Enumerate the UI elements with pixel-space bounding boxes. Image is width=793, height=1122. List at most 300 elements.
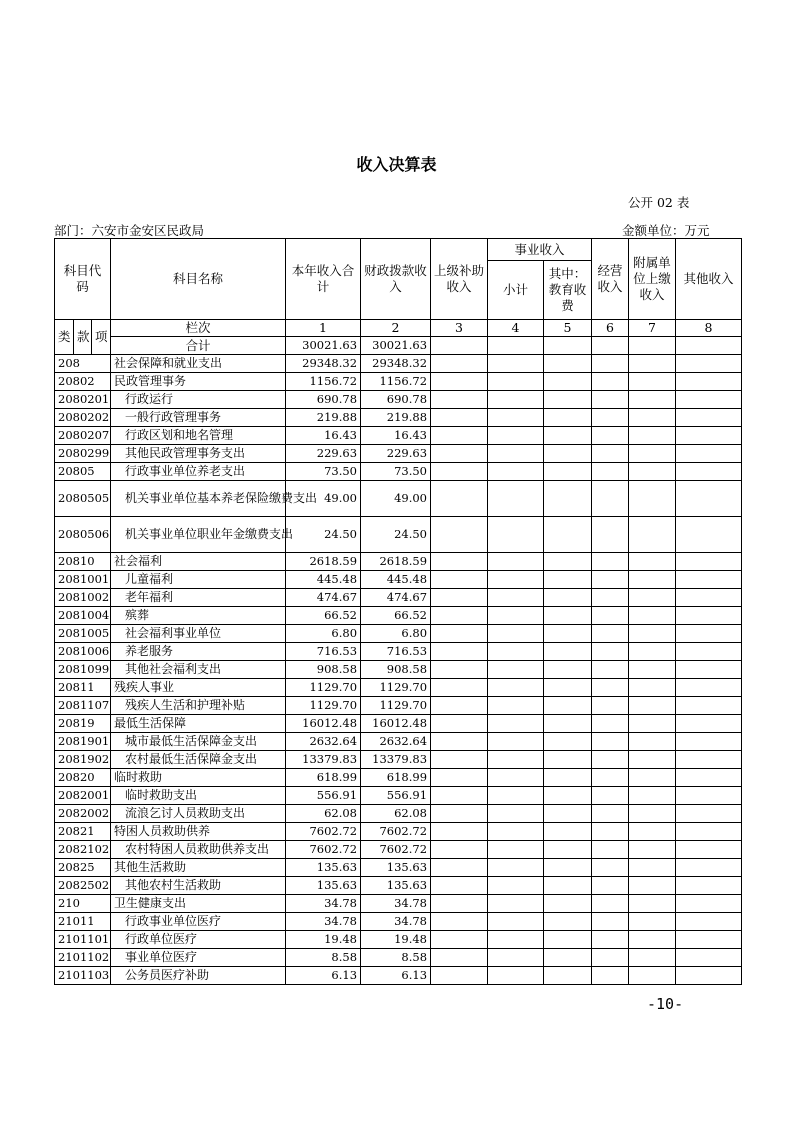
empty-cell [431, 859, 488, 877]
empty-cell [676, 949, 742, 967]
row-code: 2081099 [55, 661, 111, 679]
row-fiscal: 34.78 [361, 913, 431, 931]
table-row [55, 859, 742, 877]
empty-cell [544, 967, 592, 985]
empty-cell [431, 967, 488, 985]
row-total: 135.63 [286, 877, 361, 895]
empty-cell [431, 877, 488, 895]
row-name: 行政单位医疗 [111, 931, 286, 949]
col-number: 3 [431, 320, 488, 337]
table-row [55, 445, 742, 463]
row-code: 2082102 [55, 841, 111, 859]
empty-cell [431, 373, 488, 391]
empty-cell [592, 679, 629, 697]
row-fiscal: 219.88 [361, 409, 431, 427]
row-code: 2080506 [55, 517, 111, 553]
empty-cell [431, 571, 488, 589]
row-name: 其他社会福利支出 [111, 661, 286, 679]
empty-cell [629, 373, 676, 391]
table-row [55, 733, 742, 751]
row-fiscal: 690.78 [361, 391, 431, 409]
empty-cell [544, 859, 592, 877]
empty-cell [676, 787, 742, 805]
empty-cell [676, 841, 742, 859]
row-total: 49.00 [286, 481, 361, 517]
row-code: 208 [55, 355, 111, 373]
empty-cell [592, 373, 629, 391]
row-code: 2080505 [55, 481, 111, 517]
empty-cell [544, 391, 592, 409]
empty-cell [488, 949, 544, 967]
total-amount: 30021.63 [286, 337, 361, 355]
table-row [55, 517, 742, 553]
total-row [55, 337, 742, 355]
empty-cell [431, 841, 488, 859]
revenue-table [54, 238, 742, 985]
empty-cell [676, 769, 742, 787]
row-fiscal: 16012.48 [361, 715, 431, 733]
empty-cell [629, 787, 676, 805]
empty-cell [676, 751, 742, 769]
empty-cell [544, 679, 592, 697]
empty-cell [629, 481, 676, 517]
empty-cell [431, 409, 488, 427]
table-row [55, 409, 742, 427]
empty-cell [431, 445, 488, 463]
table-row [55, 625, 742, 643]
empty-cell [592, 607, 629, 625]
row-fiscal: 2632.64 [361, 733, 431, 751]
form-number: 公开 02 表 [628, 195, 690, 210]
empty-cell [431, 949, 488, 967]
row-code: 2081005 [55, 625, 111, 643]
col-number: 7 [629, 320, 676, 337]
row-total: 66.52 [286, 607, 361, 625]
empty-cell [544, 427, 592, 445]
row-code: 210 [55, 895, 111, 913]
empty-cell [488, 715, 544, 733]
empty-cell [544, 355, 592, 373]
empty-cell [544, 445, 592, 463]
empty-cell [592, 625, 629, 643]
header-operating: 经营收入 [592, 239, 629, 320]
empty-cell [431, 391, 488, 409]
row-fiscal: 908.58 [361, 661, 431, 679]
row-name: 社会保障和就业支出 [111, 355, 286, 373]
row-fiscal: 19.48 [361, 931, 431, 949]
row-code: 20805 [55, 463, 111, 481]
empty-cell [592, 553, 629, 571]
row-fiscal: 556.91 [361, 787, 431, 805]
row-fiscal: 1129.70 [361, 679, 431, 697]
empty-cell [629, 463, 676, 481]
empty-cell [488, 733, 544, 751]
row-code: 20821 [55, 823, 111, 841]
row-name: 一般行政管理事务 [111, 409, 286, 427]
page-number: -10- [647, 995, 684, 1013]
row-total: 135.63 [286, 859, 361, 877]
empty-cell [592, 895, 629, 913]
empty-cell [488, 337, 544, 355]
empty-cell [544, 661, 592, 679]
col-number: 1 [286, 320, 361, 337]
empty-cell [488, 643, 544, 661]
empty-cell [629, 643, 676, 661]
row-fiscal: 24.50 [361, 517, 431, 553]
empty-cell [592, 589, 629, 607]
row-total: 8.58 [286, 949, 361, 967]
table-row [55, 967, 742, 985]
empty-cell [544, 607, 592, 625]
empty-cell [544, 805, 592, 823]
empty-cell [488, 823, 544, 841]
empty-cell [544, 373, 592, 391]
table-row [55, 787, 742, 805]
empty-cell [629, 751, 676, 769]
row-total: 34.78 [286, 895, 361, 913]
total-label: 合计 [111, 337, 286, 355]
col-number: 4 [488, 320, 544, 337]
table-row [55, 823, 742, 841]
header-education: 其中：教育收费 [544, 261, 592, 320]
empty-cell [544, 823, 592, 841]
row-name: 机关事业单位基本养老保险缴费支出 [111, 481, 286, 517]
empty-cell [488, 805, 544, 823]
empty-cell [676, 643, 742, 661]
row-fiscal: 7602.72 [361, 823, 431, 841]
row-total: 1129.70 [286, 679, 361, 697]
empty-cell [629, 733, 676, 751]
empty-cell [629, 337, 676, 355]
empty-cell [629, 517, 676, 553]
empty-cell [676, 697, 742, 715]
empty-cell [592, 913, 629, 931]
empty-cell [629, 823, 676, 841]
row-name: 机关事业单位职业年金缴费支出 [111, 517, 286, 553]
header-affiliated: 附属单位上缴收入 [629, 239, 676, 320]
empty-cell [431, 355, 488, 373]
empty-cell [544, 715, 592, 733]
row-code: 20811 [55, 679, 111, 697]
empty-cell [544, 949, 592, 967]
empty-cell [629, 913, 676, 931]
empty-cell [544, 697, 592, 715]
empty-cell [629, 949, 676, 967]
empty-cell [431, 337, 488, 355]
row-total: 1129.70 [286, 697, 361, 715]
empty-cell [488, 931, 544, 949]
empty-cell [431, 769, 488, 787]
table-row [55, 805, 742, 823]
row-fiscal: 29348.32 [361, 355, 431, 373]
header-subtotal: 小计 [488, 261, 544, 320]
row-code: 20819 [55, 715, 111, 733]
row-fiscal: 135.63 [361, 877, 431, 895]
header-kuan: 款 [74, 320, 92, 355]
empty-cell [431, 625, 488, 643]
empty-cell [592, 391, 629, 409]
empty-cell [544, 337, 592, 355]
row-total: 13379.83 [286, 751, 361, 769]
empty-cell [629, 661, 676, 679]
row-name: 其他民政管理事务支出 [111, 445, 286, 463]
row-fiscal: 34.78 [361, 895, 431, 913]
empty-cell [676, 409, 742, 427]
row-name: 社会福利事业单位 [111, 625, 286, 643]
empty-cell [431, 715, 488, 733]
empty-cell [629, 409, 676, 427]
empty-cell [431, 913, 488, 931]
row-fiscal: 6.80 [361, 625, 431, 643]
empty-cell [544, 841, 592, 859]
empty-cell [592, 463, 629, 481]
empty-cell [592, 445, 629, 463]
table-body [55, 355, 742, 985]
empty-cell [431, 787, 488, 805]
row-total: 690.78 [286, 391, 361, 409]
table-row [55, 751, 742, 769]
empty-cell [676, 553, 742, 571]
row-name: 事业单位医疗 [111, 949, 286, 967]
empty-cell [592, 805, 629, 823]
empty-cell [676, 481, 742, 517]
empty-cell [431, 517, 488, 553]
empty-cell [629, 769, 676, 787]
empty-cell [544, 517, 592, 553]
empty-cell [592, 661, 629, 679]
table-row [55, 679, 742, 697]
col-number: 6 [592, 320, 629, 337]
table-row [55, 715, 742, 733]
row-code: 20820 [55, 769, 111, 787]
amount-unit-label: 金额单位：万元 [622, 223, 710, 238]
empty-cell [676, 373, 742, 391]
empty-cell [488, 553, 544, 571]
row-name: 殡葬 [111, 607, 286, 625]
row-total: 16.43 [286, 427, 361, 445]
empty-cell [676, 733, 742, 751]
empty-cell [629, 589, 676, 607]
empty-cell [592, 967, 629, 985]
row-total: 24.50 [286, 517, 361, 553]
empty-cell [629, 715, 676, 733]
header-business: 事业收入 [488, 239, 592, 261]
header-row-top [55, 239, 742, 261]
col-number: 8 [676, 320, 742, 337]
empty-cell [592, 337, 629, 355]
row-name: 农村最低生活保障金支出 [111, 751, 286, 769]
empty-cell [592, 769, 629, 787]
row-fiscal: 1156.72 [361, 373, 431, 391]
empty-cell [629, 607, 676, 625]
row-code: 2082002 [55, 805, 111, 823]
row-name: 城市最低生活保障金支出 [111, 733, 286, 751]
empty-cell [431, 679, 488, 697]
row-total: 7602.72 [286, 841, 361, 859]
col-number: 5 [544, 320, 592, 337]
row-name: 其他农村生活救助 [111, 877, 286, 895]
row-fiscal: 135.63 [361, 859, 431, 877]
table-row [55, 607, 742, 625]
header-code: 科目代码 [55, 239, 111, 320]
empty-cell [629, 571, 676, 589]
empty-cell [676, 355, 742, 373]
empty-cell [592, 877, 629, 895]
row-total: 62.08 [286, 805, 361, 823]
empty-cell [592, 787, 629, 805]
row-code: 2081107 [55, 697, 111, 715]
empty-cell [676, 427, 742, 445]
row-code: 2082502 [55, 877, 111, 895]
table-row [55, 571, 742, 589]
empty-cell [629, 805, 676, 823]
empty-cell [676, 463, 742, 481]
empty-cell [676, 679, 742, 697]
empty-cell [676, 967, 742, 985]
empty-cell [431, 895, 488, 913]
empty-cell [544, 931, 592, 949]
row-total: 73.50 [286, 463, 361, 481]
empty-cell [592, 751, 629, 769]
row-total: 34.78 [286, 913, 361, 931]
empty-cell [629, 391, 676, 409]
row-code: 2080207 [55, 427, 111, 445]
empty-cell [629, 841, 676, 859]
empty-cell [592, 481, 629, 517]
row-total: 716.53 [286, 643, 361, 661]
empty-cell [544, 895, 592, 913]
empty-cell [629, 895, 676, 913]
row-fiscal: 618.99 [361, 769, 431, 787]
empty-cell [676, 877, 742, 895]
empty-cell [431, 805, 488, 823]
empty-cell [488, 589, 544, 607]
empty-cell [488, 625, 544, 643]
table-row [55, 841, 742, 859]
row-total: 19.48 [286, 931, 361, 949]
row-name: 流浪乞讨人员救助支出 [111, 805, 286, 823]
empty-cell [431, 643, 488, 661]
empty-cell [544, 409, 592, 427]
row-total: 474.67 [286, 589, 361, 607]
row-code: 20825 [55, 859, 111, 877]
table-row [55, 355, 742, 373]
row-fiscal: 2618.59 [361, 553, 431, 571]
empty-cell [592, 427, 629, 445]
empty-cell [488, 859, 544, 877]
row-name: 儿童福利 [111, 571, 286, 589]
empty-cell [431, 553, 488, 571]
empty-cell [592, 841, 629, 859]
empty-cell [592, 715, 629, 733]
row-total: 16012.48 [286, 715, 361, 733]
table-row [55, 373, 742, 391]
row-code: 21011 [55, 913, 111, 931]
empty-cell [544, 913, 592, 931]
row-total: 6.13 [286, 967, 361, 985]
empty-cell [488, 463, 544, 481]
empty-cell [488, 373, 544, 391]
row-name: 特困人员救助供养 [111, 823, 286, 841]
empty-cell [488, 481, 544, 517]
row-code: 2081902 [55, 751, 111, 769]
table-row [55, 589, 742, 607]
row-code: 2101101 [55, 931, 111, 949]
empty-cell [544, 787, 592, 805]
empty-cell [592, 571, 629, 589]
empty-cell [592, 517, 629, 553]
empty-cell [629, 877, 676, 895]
empty-cell [488, 913, 544, 931]
row-total: 7602.72 [286, 823, 361, 841]
empty-cell [488, 679, 544, 697]
row-total: 908.58 [286, 661, 361, 679]
row-total: 229.63 [286, 445, 361, 463]
row-total: 219.88 [286, 409, 361, 427]
empty-cell [431, 823, 488, 841]
empty-cell [544, 481, 592, 517]
empty-cell [488, 967, 544, 985]
empty-cell [544, 571, 592, 589]
header-lanci: 栏次 [111, 320, 286, 337]
table-row [55, 769, 742, 787]
empty-cell [629, 679, 676, 697]
empty-cell [676, 589, 742, 607]
row-name: 农村特困人员救助供养支出 [111, 841, 286, 859]
empty-cell [488, 607, 544, 625]
row-total: 1156.72 [286, 373, 361, 391]
table-row [55, 391, 742, 409]
row-name: 行政事业单位医疗 [111, 913, 286, 931]
empty-cell [488, 751, 544, 769]
empty-cell [544, 643, 592, 661]
empty-cell [592, 859, 629, 877]
row-code: 2081006 [55, 643, 111, 661]
empty-cell [629, 967, 676, 985]
empty-cell [431, 463, 488, 481]
page-title: 收入决算表 [356, 155, 437, 174]
empty-cell [629, 427, 676, 445]
empty-cell [488, 877, 544, 895]
row-code: 20802 [55, 373, 111, 391]
row-name: 行政运行 [111, 391, 286, 409]
table-row [55, 949, 742, 967]
row-name: 卫生健康支出 [111, 895, 286, 913]
row-total: 445.48 [286, 571, 361, 589]
empty-cell [544, 877, 592, 895]
row-code: 2101103 [55, 967, 111, 985]
total-fiscal: 30021.63 [361, 337, 431, 355]
empty-cell [592, 949, 629, 967]
row-name: 残疾人生活和护理补贴 [111, 697, 286, 715]
empty-cell [431, 733, 488, 751]
empty-cell [431, 697, 488, 715]
empty-cell [592, 409, 629, 427]
empty-cell [544, 625, 592, 643]
empty-cell [676, 517, 742, 553]
row-name: 临时救助支出 [111, 787, 286, 805]
table-row [55, 553, 742, 571]
table-row [55, 427, 742, 445]
department-label: 部门：六安市金安区民政局 [54, 223, 205, 238]
row-name: 残疾人事业 [111, 679, 286, 697]
row-code: 2081002 [55, 589, 111, 607]
empty-cell [592, 823, 629, 841]
empty-cell [431, 931, 488, 949]
table-row [55, 913, 742, 931]
row-name: 行政区划和地名管理 [111, 427, 286, 445]
row-total: 618.99 [286, 769, 361, 787]
